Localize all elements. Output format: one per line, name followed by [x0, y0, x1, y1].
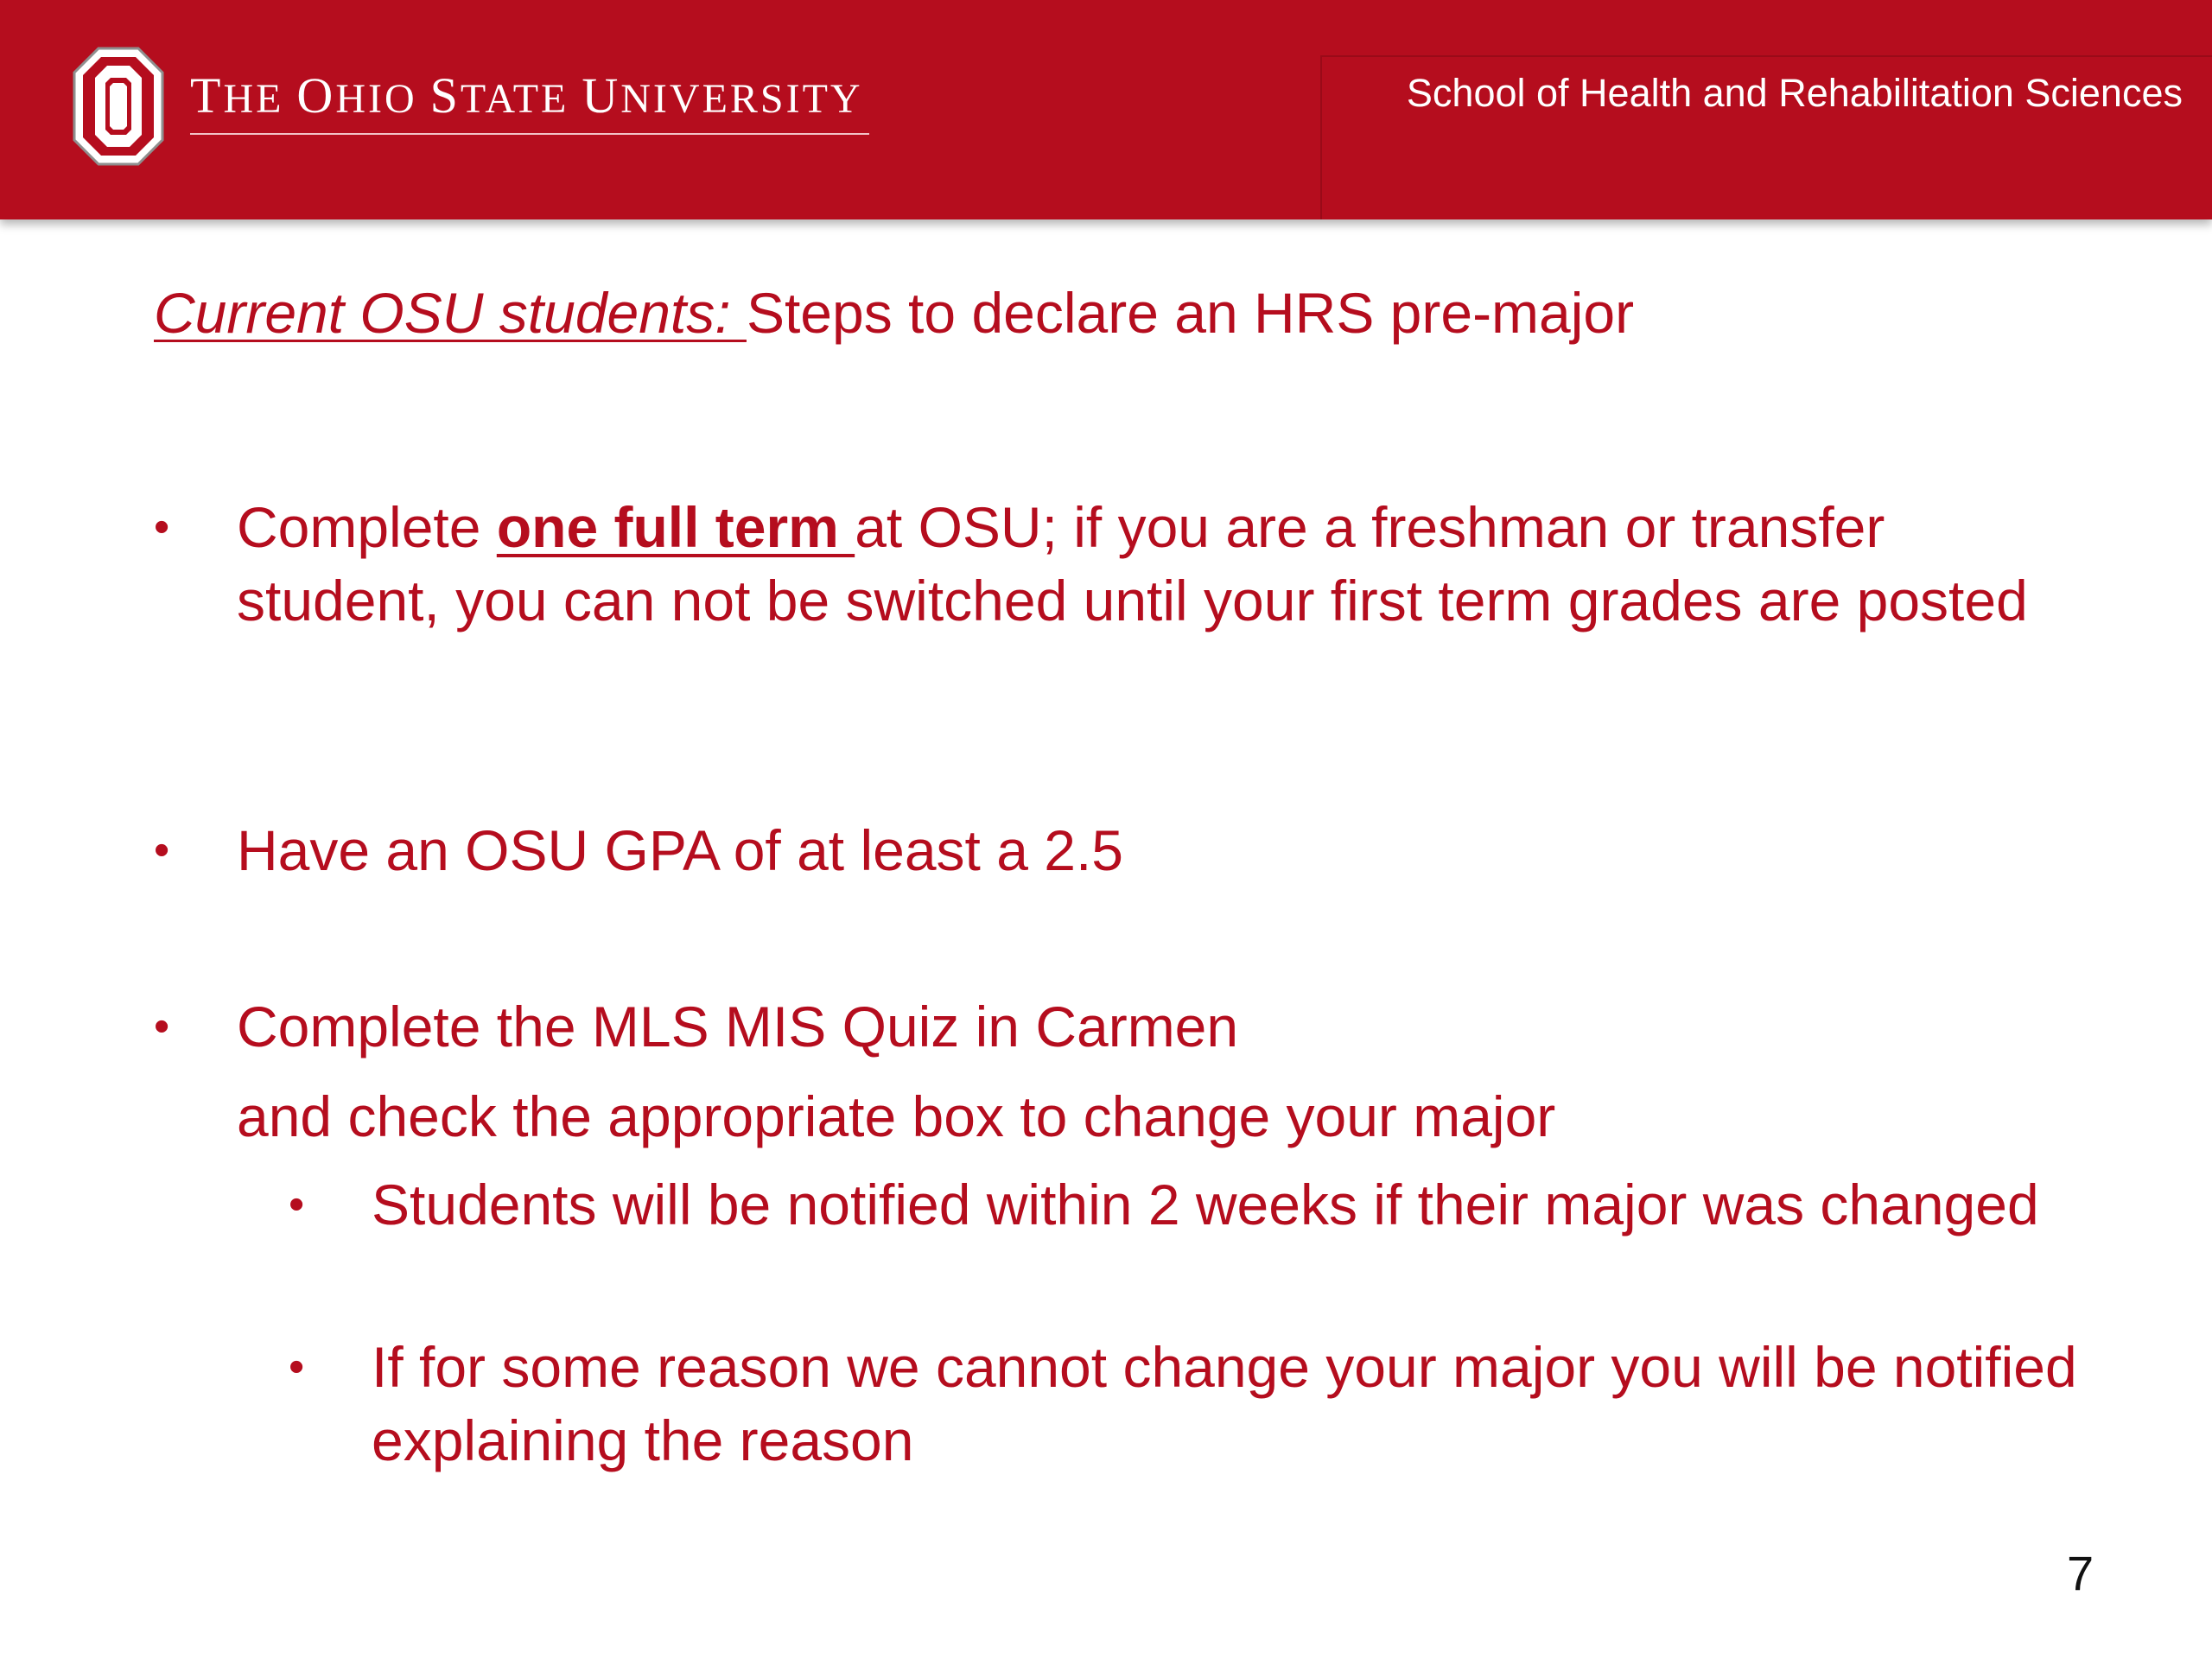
bullet-marker: •	[154, 502, 170, 552]
sub-bullet-marker: •	[289, 1342, 305, 1392]
slide-title-rest: Steps to declare an HRS pre-major	[746, 281, 1635, 345]
sub-bullet-marker: •	[289, 1179, 305, 1230]
university-wordmark: THE OHIO STATE UNIVERSITY	[190, 67, 863, 124]
bullet-item-gpa	[154, 814, 2089, 887]
bullet-text: Complete the MLS MIS Quiz in Carmen	[237, 995, 1239, 1058]
school-name-box	[1320, 55, 2212, 219]
bullet-text: Complete one full term at OSU; if you are a freshman or transfer student, you can not be switched until your first term grades are posted	[237, 495, 2028, 632]
sub-bullet-item-reason	[289, 1331, 2086, 1478]
header-band	[0, 0, 2212, 219]
sub-bullet-item-notified	[289, 1168, 2086, 1242]
bullet-item-quiz	[154, 990, 2089, 1064]
bullet-marker: •	[154, 825, 170, 875]
bullet-marker: •	[154, 1001, 170, 1052]
bullet-text: Have an OSU GPA of at least a 2.5	[237, 818, 1123, 882]
wordmark-underline	[190, 133, 869, 135]
block-o-logo-icon	[73, 47, 164, 166]
bullet-continuation: and check the appropriate box to change your major	[237, 1084, 1556, 1148]
school-name: School of Health and Rehabilitation Sciences	[1406, 71, 2183, 115]
sub-bullet-text: If for some reason we cannot change your major you will be notified explaining the reason	[372, 1335, 2077, 1472]
bullet-emphasis: one full term	[496, 495, 855, 559]
page-number: 7	[2067, 1546, 2094, 1600]
slide-title	[154, 280, 1634, 346]
bullet-item-complete-term	[154, 491, 2089, 638]
sub-bullet-text: Students will be notified within 2 weeks if their major was changed	[372, 1173, 2039, 1236]
slide-title-lead: Current OSU students:	[154, 281, 747, 345]
